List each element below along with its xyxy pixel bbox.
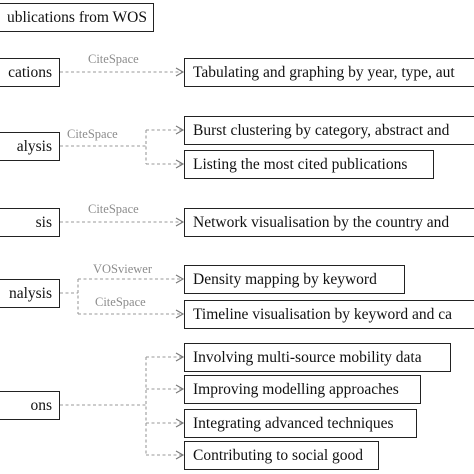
tool-label-citespace: CiteSpace bbox=[67, 127, 118, 141]
output-box-tabulating bbox=[184, 58, 474, 87]
output-box-multi-source-data bbox=[184, 343, 451, 372]
source-box-label: ublications from WOS bbox=[6, 8, 147, 26]
output-box-most-cited bbox=[184, 150, 434, 179]
output-label: Burst clustering by category, abstract and bbox=[193, 121, 450, 139]
output-box-modelling-approaches bbox=[184, 375, 421, 404]
stage-label: nalysis bbox=[8, 284, 52, 302]
output-label: Timeline visualisation by keyword and ca bbox=[193, 305, 453, 323]
tool-label-citespace: CiteSpace bbox=[95, 295, 146, 309]
output-label: Tabulating and graphing by year, type, aut bbox=[193, 63, 455, 81]
tool-label-citespace: CiteSpace bbox=[88, 52, 139, 66]
stage-label: cations bbox=[8, 63, 52, 81]
output-box-social-good bbox=[184, 441, 379, 470]
output-box-burst-clustering bbox=[184, 116, 474, 145]
stage-label: alysis bbox=[16, 137, 52, 155]
output-box-advanced-techniques bbox=[184, 409, 417, 438]
stage-label: sis bbox=[35, 213, 52, 231]
output-box-network-visualisation bbox=[184, 208, 474, 237]
output-box-density-mapping bbox=[184, 265, 405, 294]
tool-label-vosviewer: VOSviewer bbox=[93, 262, 153, 276]
output-label: Involving multi-source mobility data bbox=[193, 348, 422, 366]
output-label: Network visualisation by the country and bbox=[193, 213, 450, 231]
tool-label-citespace: CiteSpace bbox=[88, 202, 139, 216]
output-label: Density mapping by keyword bbox=[193, 270, 377, 288]
stage-label: ons bbox=[30, 396, 52, 414]
output-label: Contributing to social good bbox=[193, 446, 364, 464]
output-label: Listing the most cited publications bbox=[193, 155, 408, 173]
output-label: Improving modelling approaches bbox=[193, 380, 399, 398]
output-box-timeline-visualisation bbox=[184, 300, 474, 329]
output-label: Integrating advanced techniques bbox=[193, 414, 394, 432]
